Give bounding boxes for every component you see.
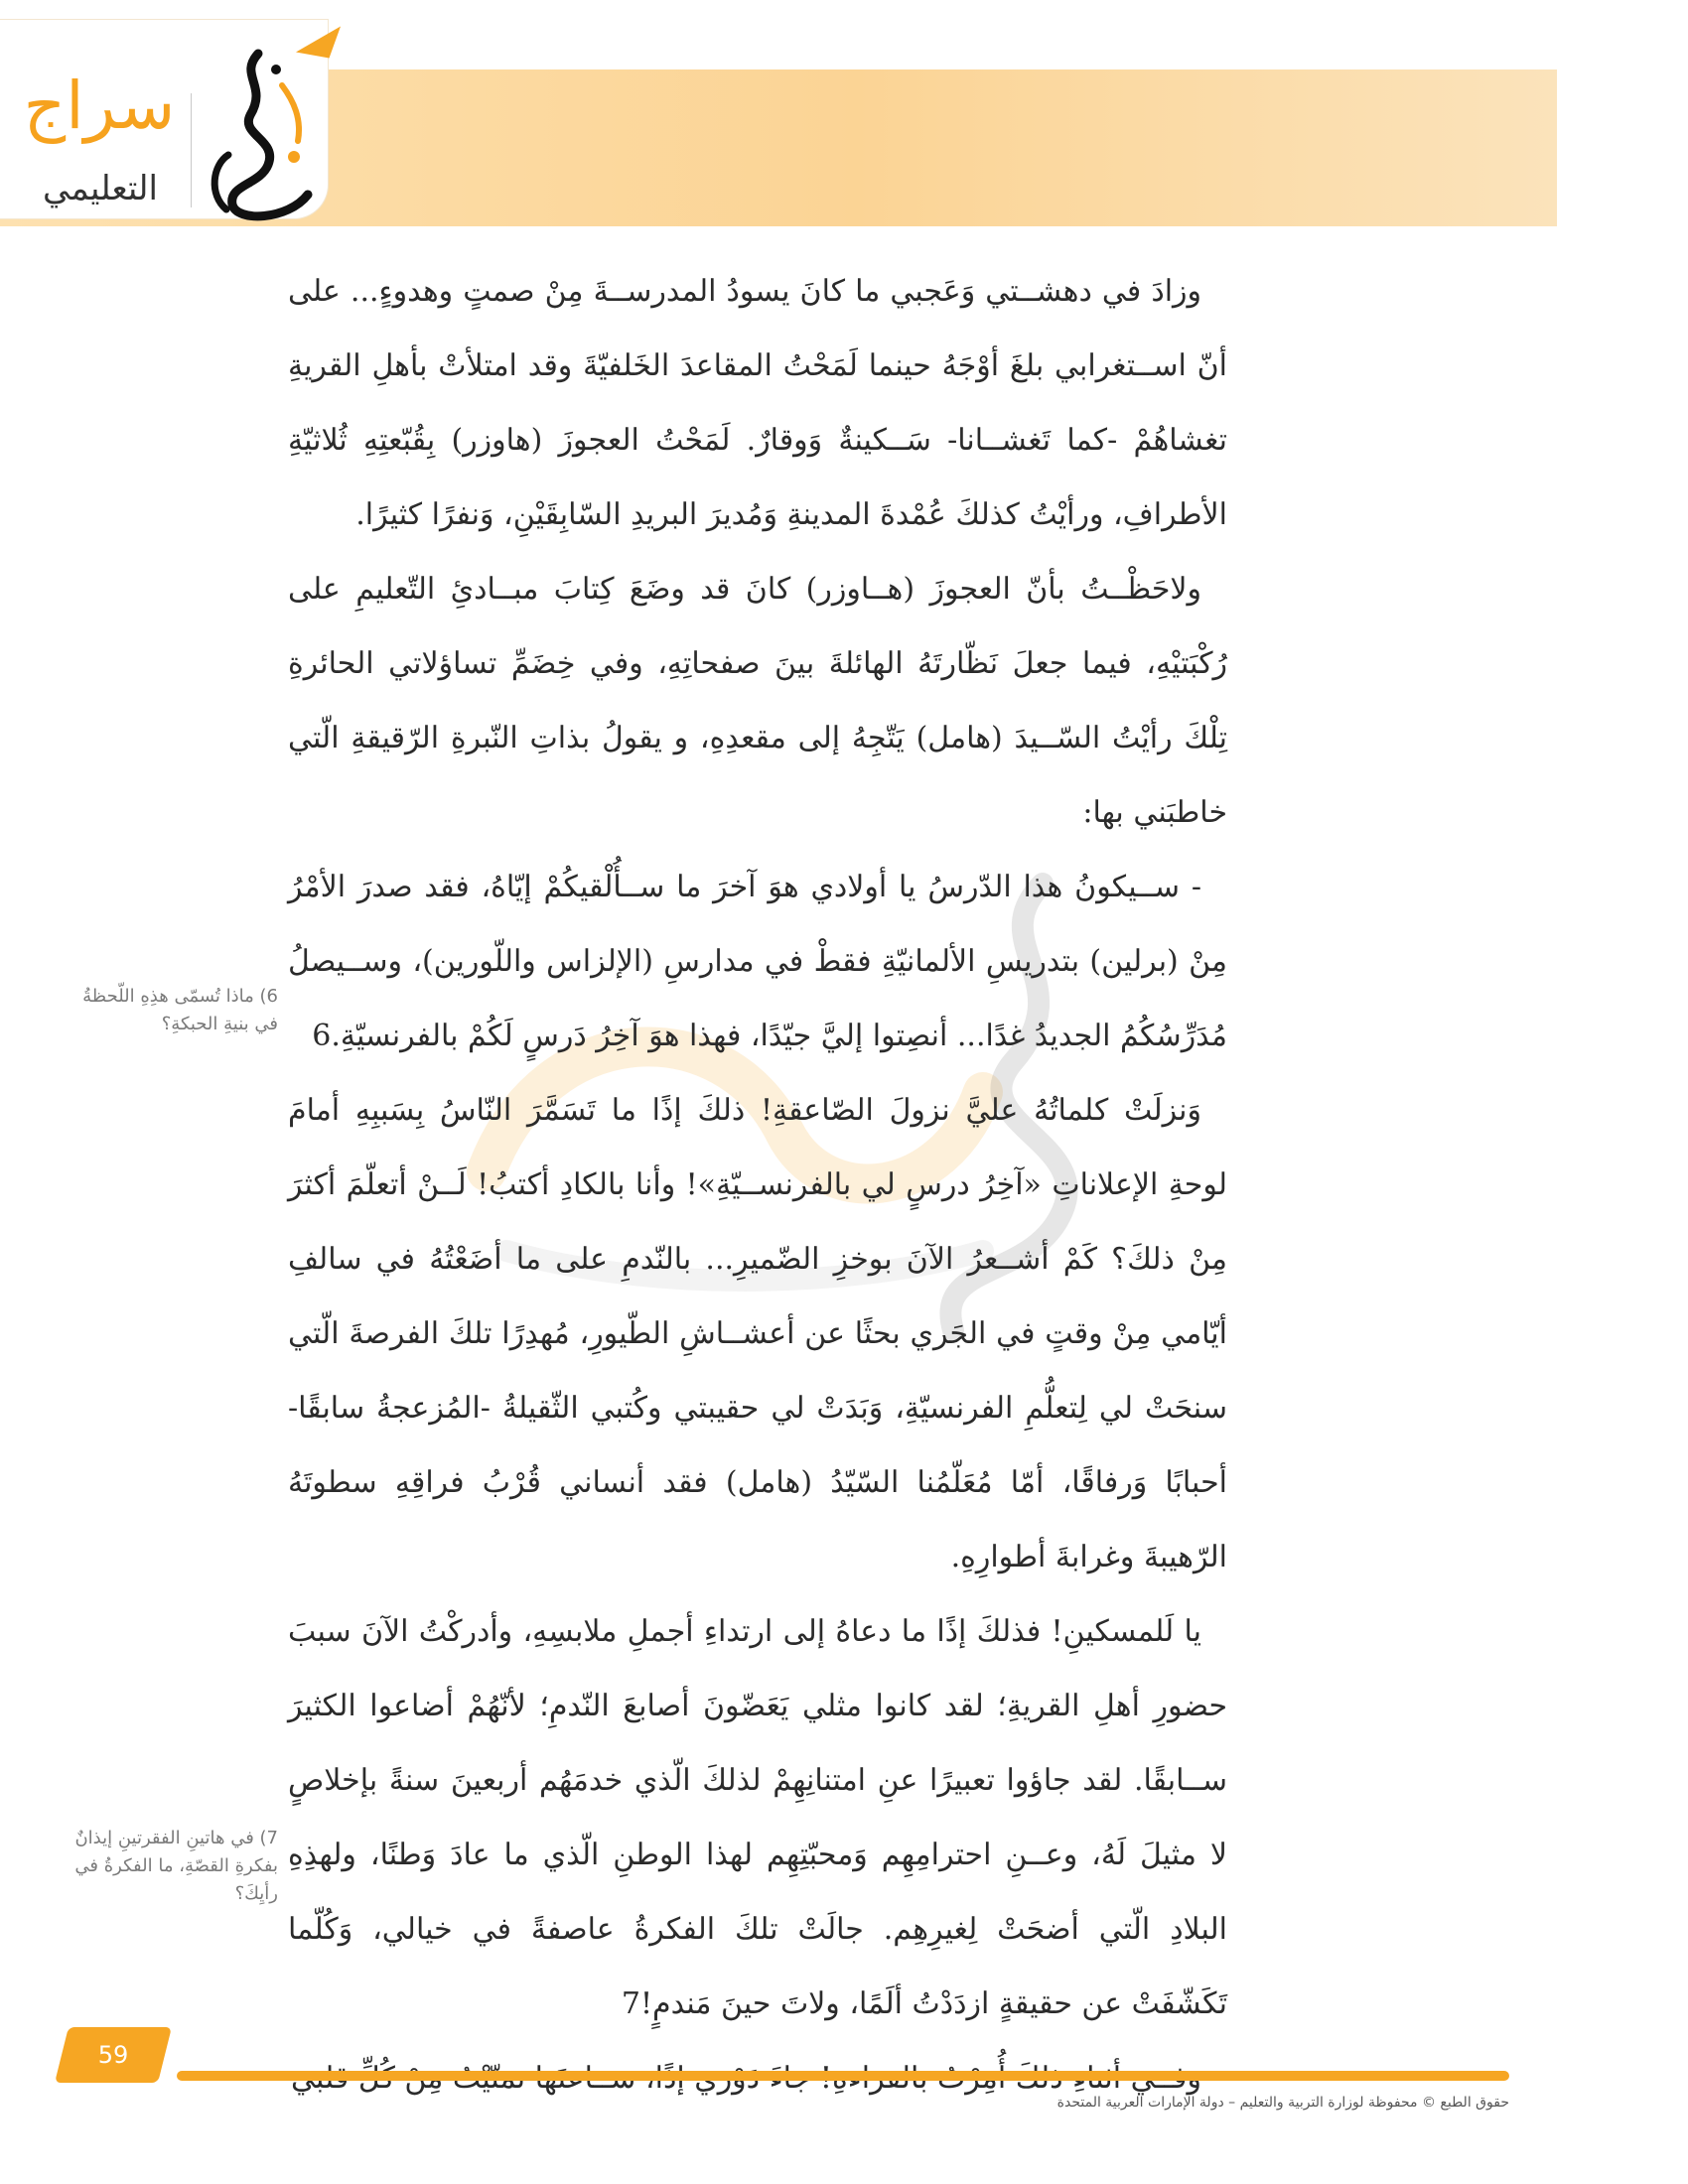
brand-name: سراج — [23, 68, 176, 144]
paragraph: - ســيكونُ هذا الدّرسُ يا أولادي هوَ آخرَ ما ســأُلْقيكُمْ إيّاهُ، فقد صدرَ الأمْرُ مِنْ (برلين) بتدريسِ الألمانيّةِ فقطْ في مدارسِ (الإلزاس واللّورين)، وســيصلُ مُدَرِّسُكُمُ الجديدُ غدًا... أنصِتوا إليَّ جيّدًا، فهذا هوَ آخِرُ دَرسٍ لَكُمْ بالفرنسيّةِ.6 — [288, 870, 1227, 1053]
margin-note-6: 6) ماذا تُسمّى هذِهِ اللّحظةُ في بنيةِ الحبكةِ؟ — [82, 986, 278, 1034]
brand-logo — [0, 20, 328, 218]
paragraph: وَنزلَتْ كلماتُهُ عليَّ نزولَ الصّاعقةِ! ذلكَ إذًا ما تَسَمَّرَ النّاسُ بِسَببِهِ أمامَ لوحةِ الإعلاناتِ «آخِرُ درسٍ لي بالفرنســيّةِ»! وأنا بالكادِ أكتبُ! لَــنْ أتعلّمَ أكثرَ مِنْ ذلكَ؟ كَمْ أشــعرُ الآنَ بوخزِ الضّميرِ... بالنّدمِ على ما أضَعْتُهُ في سالفِ أيّامي مِنْ وقتٍ في الجَري بحثًا عن أعشــاشِ الطّيورِ، مُهدِرًا تلكَ الفرصةَ الّتي سنحَتْ لي لِتعلُّمِ الفرنسيّةِ، وَبَدَتْ لي حقيبتي وكُتبي الثّقيلةُ -المُزعجةُ سابقًا- أحبابًا وَرفاقًا، أمّا مُعَلّمُنا السّيّدُ (هامل) فقد أنساني قُرْبُ فراقِهِ سطوتَهُ الرّهيبةَ وغرابةَ أطوارِهِ. — [288, 1093, 1227, 1574]
footer-line — [177, 2071, 1509, 2081]
paragraph: ولاحَظْــتُ بأنّ العجوزَ (هــاوزر) كانَ قد وضَعَ كِتابَ مبــادئِ التّعليمِ على رُكْبَتيْهِ، فيما جعلَ نَظّارتَهُ الهائلةَ بينَ صفحاتِهِ، وفي خِضَمِّ تساؤلاتي الحائرةِ تِلْكَ رأيْتُ السّــيدَ (هامل) يَتّجِهُ إلى مقعدِهِ، و يقولُ بذاتِ النّبرةِ الرّقيقةِ الّتي خاطبَني بها: — [288, 572, 1227, 830]
paragraph: وزادَ في دهشــتي وَعَجبي ما كانَ يسودُ المدرســةَ مِنْ صمتٍ وهدوءٍ... على أنّ اســتغرابي بلغَ أوْجَهُ حينما لَمَحْتُ المقاعدَ الخَلفيّةَ وقد امتلأتْ بأهلِ القريةِ تغشاهُمْ -كما تَغشــانا- سَــكينةٌ وَوقارٌ. لَمَحْتُ العجوزَ (هاوزر) بِقُبّعتِهِ ثُلاثيّةِ الأطرافِ، ورأيْتُ كذلكَ عُمْدةَ المدينةِ وَمُديرَ البريدِ السّابِقَيْنِ، وَنفرًا كثيرًا. — [288, 274, 1227, 532]
logo-separator — [191, 93, 192, 207]
margin-note-7: 7) في هاتينِ الفقرتينِ إيذانٌ بفكرةِ القصّةِ، ما الفكرةُ في رأيِكَ؟ — [74, 1828, 278, 1904]
story-text — [288, 254, 1227, 2116]
footer-copyright: حقوق الطبع © محفوظة لوزارة التربية والتعليم – دولة الإمارات العربية المتحدة — [1056, 2095, 1509, 2111]
page-number: 59 — [97, 2041, 129, 2069]
brand-subtitle: التعليمي — [43, 169, 158, 208]
paragraph: يا لَلمسكينِ! فذلكَ إذًا ما دعاهُ إلى ارتداءِ أجملِ ملابسِهِ، وأدركْتُ الآنَ سببَ حضورِ أهلِ القريةِ؛ لقد كانوا مثلي يَعَضّونَ أصابعَ النّدمِ؛ لأنّهُمْ أضاعوا الكثيرَ ســابقًا. لقد جاؤوا تعبيرًا عنِ امتنانِهِمْ لذلكَ الّذي خدمَهُم أربعينَ سنةً بإخلاصٍ لا مثيلَ لَهُ، وعــنِ احترامِهِم وَمحبّتِهِم لهذا الوطنِ الّذي ما عادَ وَطنًا، ولهذِهِ البلادِ الّتي أضحَتْ لِغيرِهِم. جالَتْ تلكَ الفكرةُ عاصفةً في خيالي، وَكُلّما تَكَشّفَتْ عن حقيقةٍ ازدَدْتُ ألَمًا، ولاتَ حينَ مَندمٍ!7 — [288, 1614, 1227, 2021]
calligraphy-logo-icon — [199, 46, 328, 229]
